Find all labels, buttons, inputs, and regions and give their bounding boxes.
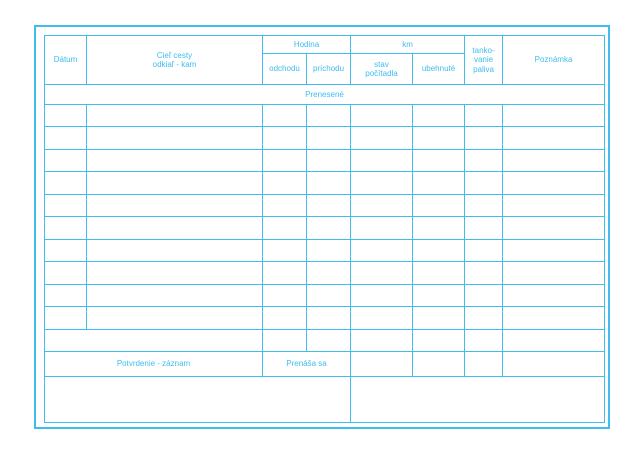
carry-over-label: Prenáša sa bbox=[263, 351, 351, 376]
carry-over-driven[interactable] bbox=[413, 351, 465, 376]
cell-driven[interactable] bbox=[413, 284, 465, 306]
cell-datum[interactable] bbox=[45, 127, 87, 149]
cell-odometer[interactable] bbox=[351, 194, 413, 216]
cell-note[interactable] bbox=[503, 105, 605, 127]
cell-departure[interactable] bbox=[263, 239, 307, 261]
cell-destination[interactable] bbox=[87, 239, 263, 261]
cell-note[interactable] bbox=[503, 307, 605, 329]
table-row[interactable] bbox=[45, 217, 605, 239]
table-row[interactable] bbox=[45, 239, 605, 261]
total-departure[interactable] bbox=[263, 329, 307, 351]
table-row[interactable] bbox=[45, 262, 605, 284]
table-row[interactable] bbox=[45, 172, 605, 194]
total-refuelling[interactable] bbox=[465, 329, 503, 351]
cell-datum[interactable] bbox=[45, 172, 87, 194]
header-odometer bbox=[351, 53, 413, 84]
total-odometer[interactable] bbox=[351, 329, 413, 351]
cell-datum[interactable] bbox=[45, 307, 87, 329]
cell-departure[interactable] bbox=[263, 307, 307, 329]
header-datum: Dátum bbox=[45, 36, 87, 85]
carried-forward-label: Prenesené bbox=[45, 85, 605, 105]
cell-refuelling[interactable] bbox=[465, 149, 503, 171]
footer-label-row bbox=[45, 351, 605, 376]
signature-right-area[interactable] bbox=[351, 376, 605, 422]
cell-destination[interactable] bbox=[87, 307, 263, 329]
cell-odometer[interactable] bbox=[351, 127, 413, 149]
carried-forward-row bbox=[45, 85, 605, 105]
cell-arrival[interactable] bbox=[307, 105, 351, 127]
signature-area[interactable] bbox=[45, 376, 351, 422]
cell-datum[interactable] bbox=[45, 105, 87, 127]
cell-driven[interactable] bbox=[413, 194, 465, 216]
cell-destination[interactable] bbox=[87, 105, 263, 127]
cell-odometer[interactable] bbox=[351, 105, 413, 127]
logbook-table bbox=[44, 35, 605, 423]
cell-datum[interactable] bbox=[45, 217, 87, 239]
cell-arrival[interactable] bbox=[307, 194, 351, 216]
cell-refuelling[interactable] bbox=[465, 217, 503, 239]
signature-row[interactable] bbox=[45, 376, 605, 422]
cell-departure[interactable] bbox=[263, 262, 307, 284]
table-row[interactable] bbox=[45, 127, 605, 149]
table-row[interactable] bbox=[45, 307, 605, 329]
cell-arrival[interactable] bbox=[307, 217, 351, 239]
cell-odometer[interactable] bbox=[351, 284, 413, 306]
header-destination-line2: odkiaľ - kam bbox=[152, 60, 197, 70]
header-departure: odchodu bbox=[263, 53, 307, 84]
cell-odometer[interactable] bbox=[351, 262, 413, 284]
header-km-group: km bbox=[351, 36, 465, 54]
cell-driven[interactable] bbox=[413, 307, 465, 329]
logbook-sheet bbox=[34, 25, 610, 429]
cell-datum[interactable] bbox=[45, 239, 87, 261]
header-refuelling-line2: vanie bbox=[473, 55, 494, 65]
cell-driven[interactable] bbox=[413, 127, 465, 149]
table-row[interactable] bbox=[45, 105, 605, 127]
cell-destination[interactable] bbox=[87, 172, 263, 194]
cell-arrival[interactable] bbox=[307, 239, 351, 261]
cell-departure[interactable] bbox=[263, 127, 307, 149]
cell-refuelling[interactable] bbox=[465, 172, 503, 194]
cell-odometer[interactable] bbox=[351, 307, 413, 329]
total-left-cell[interactable] bbox=[45, 329, 263, 351]
table-row[interactable] bbox=[45, 149, 605, 171]
cell-note[interactable] bbox=[503, 239, 605, 261]
cell-departure[interactable] bbox=[263, 105, 307, 127]
cell-datum[interactable] bbox=[45, 262, 87, 284]
cell-note[interactable] bbox=[503, 149, 605, 171]
cell-departure[interactable] bbox=[263, 149, 307, 171]
cell-driven[interactable] bbox=[413, 217, 465, 239]
cell-driven[interactable] bbox=[413, 149, 465, 171]
cell-refuelling[interactable] bbox=[465, 194, 503, 216]
header-refuelling-line3: paliva bbox=[473, 64, 494, 74]
cell-destination[interactable] bbox=[87, 217, 263, 239]
cell-note[interactable] bbox=[503, 194, 605, 216]
cell-arrival[interactable] bbox=[307, 262, 351, 284]
cell-datum[interactable] bbox=[45, 284, 87, 306]
cell-odometer[interactable] bbox=[351, 239, 413, 261]
carry-over-odometer[interactable] bbox=[351, 351, 413, 376]
header-hour-group: Hodina bbox=[263, 36, 351, 54]
cell-destination[interactable] bbox=[87, 194, 263, 216]
cell-departure[interactable] bbox=[263, 172, 307, 194]
total-row[interactable] bbox=[45, 329, 605, 351]
cell-note[interactable] bbox=[503, 262, 605, 284]
cell-destination[interactable] bbox=[87, 127, 263, 149]
cell-arrival[interactable] bbox=[307, 307, 351, 329]
cell-arrival[interactable] bbox=[307, 127, 351, 149]
header-odometer-line1: stav bbox=[374, 59, 389, 69]
confirmation-label: Potvrdenie - záznam bbox=[45, 351, 263, 376]
header-refuelling bbox=[465, 36, 503, 85]
cell-destination[interactable] bbox=[87, 262, 263, 284]
cell-driven[interactable] bbox=[413, 262, 465, 284]
cell-departure[interactable] bbox=[263, 217, 307, 239]
cell-arrival[interactable] bbox=[307, 149, 351, 171]
total-arrival[interactable] bbox=[307, 329, 351, 351]
header-destination-line1: Cieľ cesty bbox=[156, 50, 193, 60]
cell-refuelling[interactable] bbox=[465, 284, 503, 306]
cell-driven[interactable] bbox=[413, 239, 465, 261]
cell-arrival[interactable] bbox=[307, 284, 351, 306]
header-refuelling-line1: tanko- bbox=[472, 46, 495, 56]
table-row[interactable] bbox=[45, 194, 605, 216]
carry-over-refuelling[interactable] bbox=[465, 351, 503, 376]
cell-driven[interactable] bbox=[413, 172, 465, 194]
cell-refuelling[interactable] bbox=[465, 307, 503, 329]
carry-over-note[interactable] bbox=[503, 351, 605, 376]
header-driven: ubehnuté bbox=[413, 53, 465, 84]
cell-refuelling[interactable] bbox=[465, 127, 503, 149]
cell-refuelling[interactable] bbox=[465, 239, 503, 261]
cell-note[interactable] bbox=[503, 127, 605, 149]
total-driven[interactable] bbox=[413, 329, 465, 351]
header-odometer-line2: počítadla bbox=[365, 68, 398, 78]
header-row-top bbox=[45, 36, 605, 54]
cell-odometer[interactable] bbox=[351, 172, 413, 194]
cell-note[interactable] bbox=[503, 172, 605, 194]
header-destination bbox=[87, 36, 263, 85]
cell-refuelling[interactable] bbox=[465, 105, 503, 127]
cell-departure[interactable] bbox=[263, 284, 307, 306]
cell-destination[interactable] bbox=[87, 149, 263, 171]
cell-refuelling[interactable] bbox=[465, 262, 503, 284]
cell-datum[interactable] bbox=[45, 194, 87, 216]
cell-datum[interactable] bbox=[45, 149, 87, 171]
cell-odometer[interactable] bbox=[351, 149, 413, 171]
cell-note[interactable] bbox=[503, 217, 605, 239]
cell-driven[interactable] bbox=[413, 105, 465, 127]
cell-destination[interactable] bbox=[87, 284, 263, 306]
total-note[interactable] bbox=[503, 329, 605, 351]
header-arrival: príchodu bbox=[307, 53, 351, 84]
header-note: Poznámka bbox=[503, 36, 605, 85]
cell-arrival[interactable] bbox=[307, 172, 351, 194]
cell-odometer[interactable] bbox=[351, 217, 413, 239]
cell-departure[interactable] bbox=[263, 194, 307, 216]
cell-note[interactable] bbox=[503, 284, 605, 306]
table-row[interactable] bbox=[45, 284, 605, 306]
